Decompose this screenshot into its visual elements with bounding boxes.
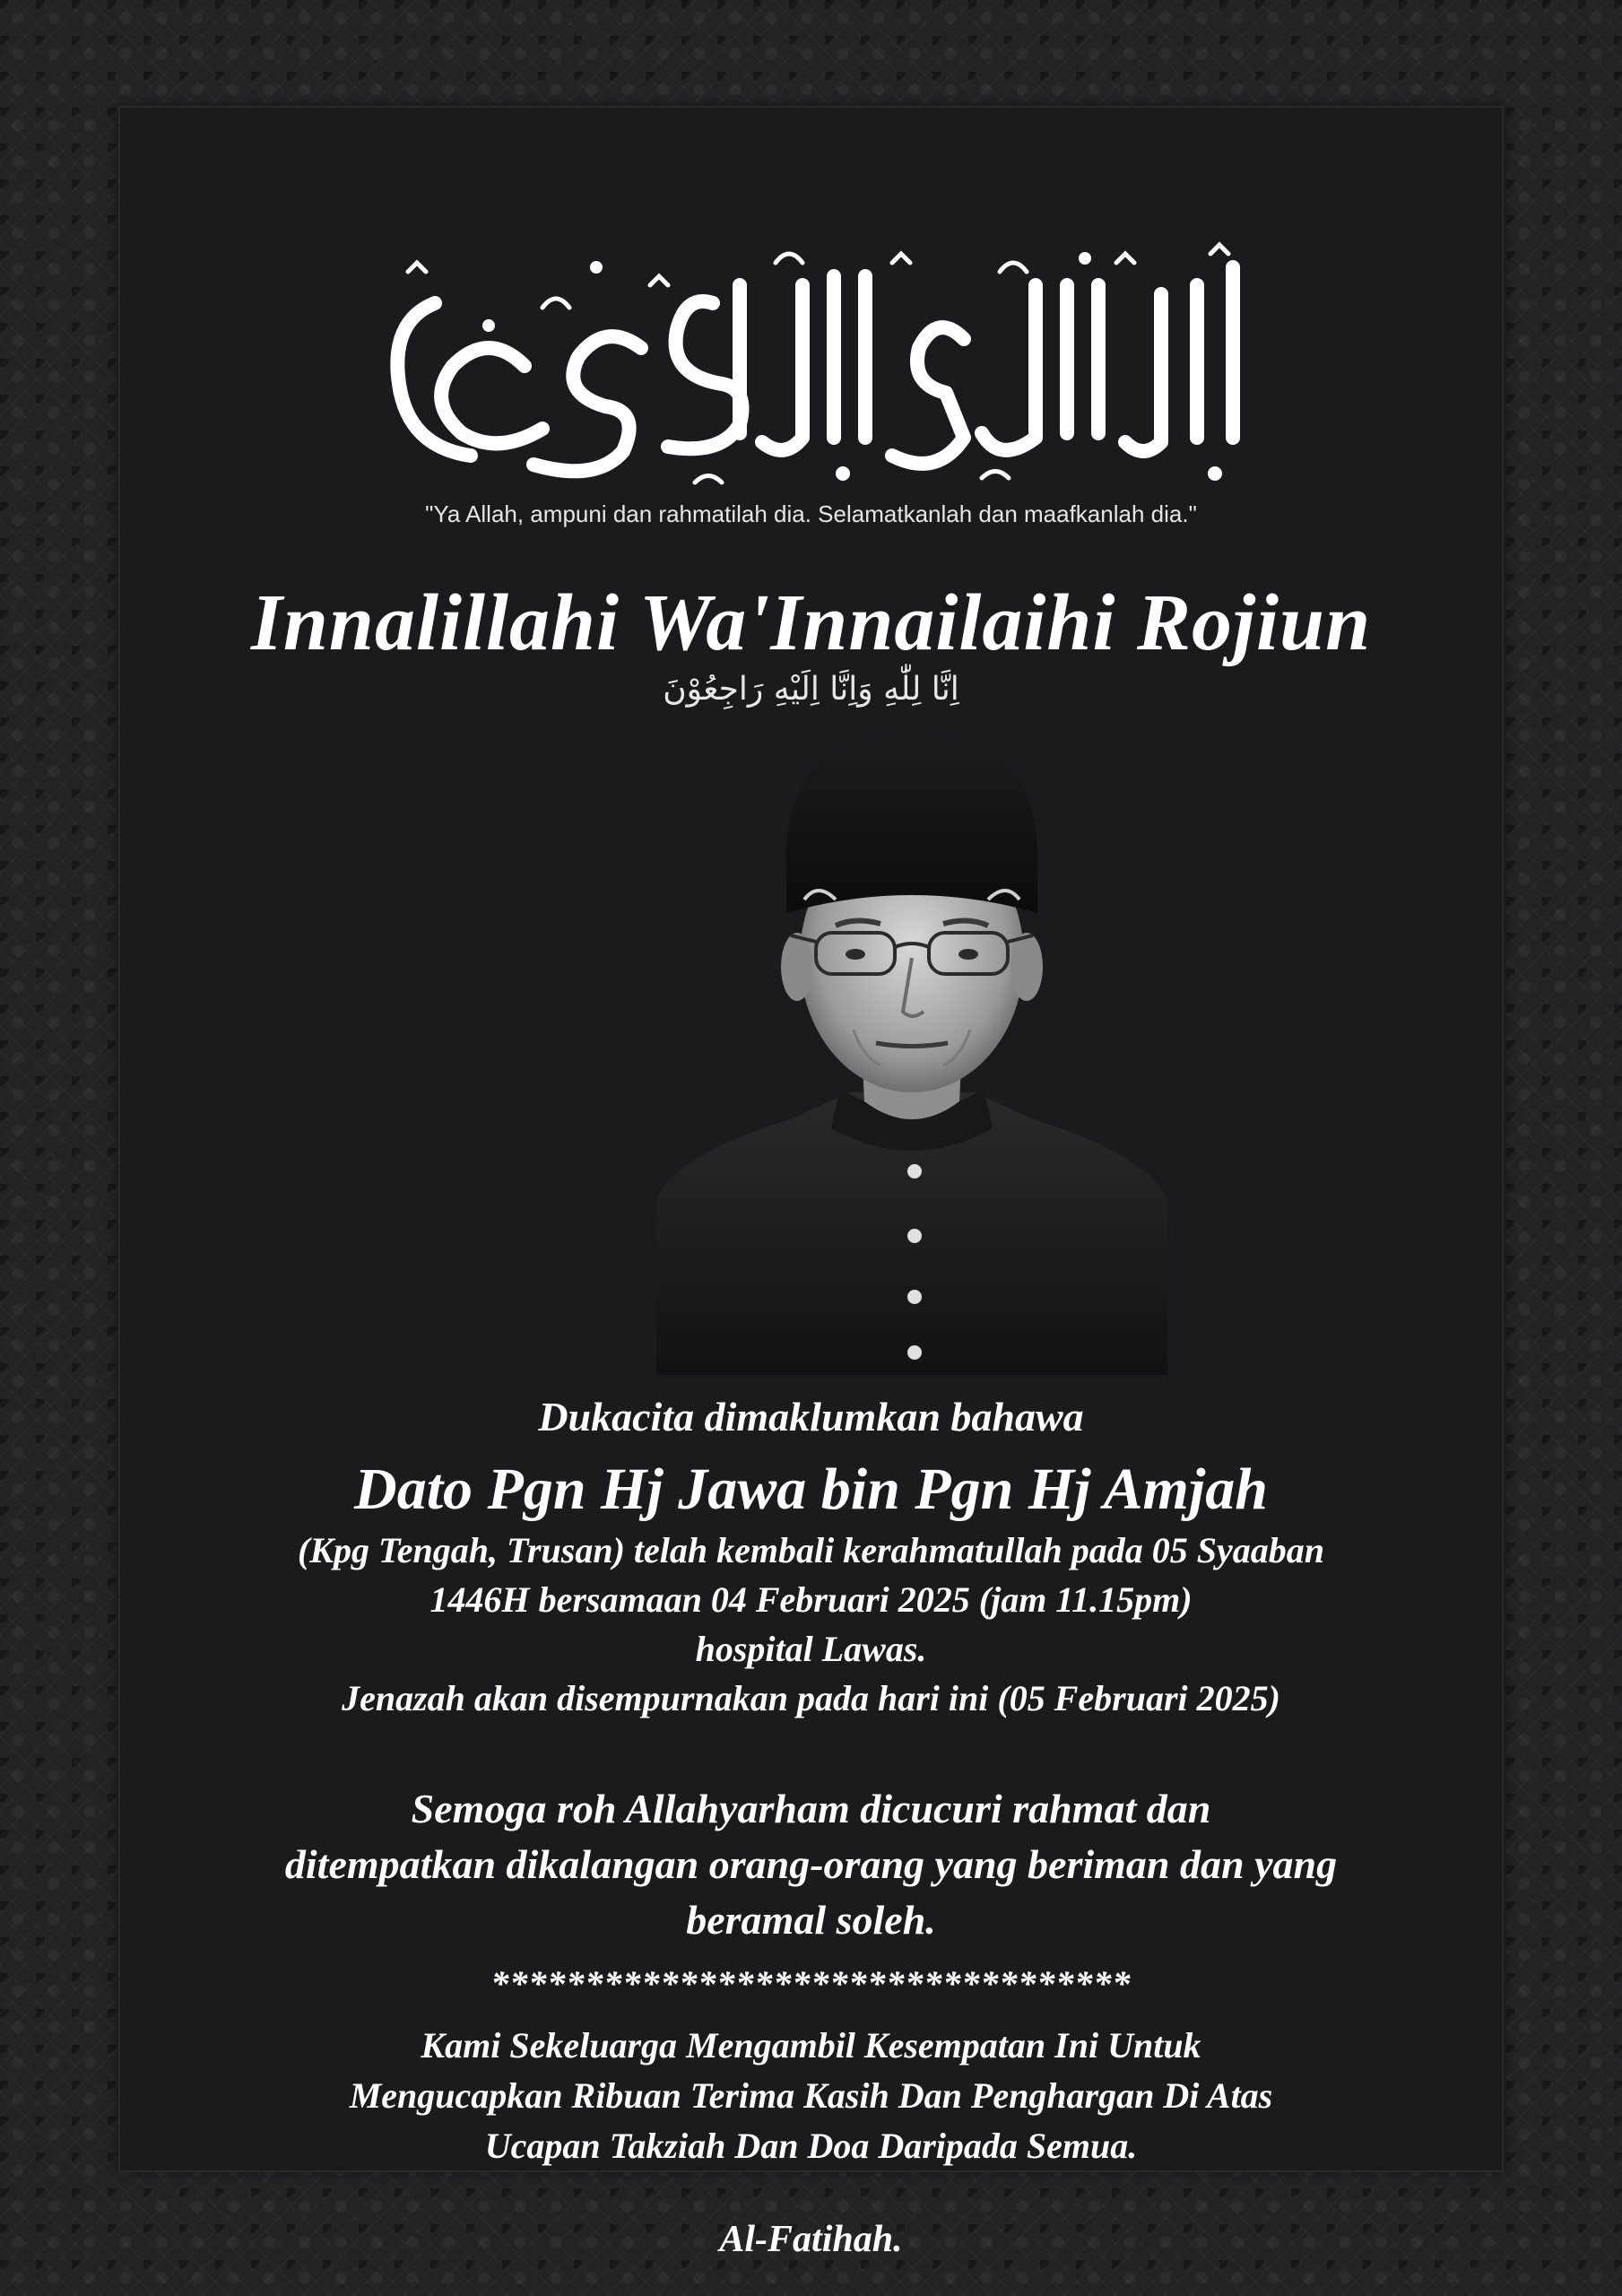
family-thanks [118, 2021, 1504, 2171]
deceased-name: Dato Pgn Hj Jawa bin Pgn Hj Amjah [354, 1457, 1268, 1522]
death-details [118, 1526, 1504, 1723]
prayer-message [118, 1781, 1504, 1948]
prayer-line: beramal soleh. [686, 1897, 936, 1943]
asterisk-divider: ********************************** [490, 1963, 1132, 2004]
details-line: (Kpg Tengah, Trusan) telah kembali kerahmatullah pada 05 Syaaban [298, 1530, 1324, 1570]
thanks-line: Mengucapkan Ribuan Terima Kasih Dan Penghargan Di Atas [349, 2075, 1273, 2116]
arabic-calligraphy [118, 231, 1504, 500]
prayer-line: ditempatkan dikalangan orang-orang yang beriman dan yang [284, 1841, 1338, 1887]
closing-text: Al-Fatihah. [719, 2219, 903, 2260]
thanks-line: Kami Sekeluarga Mengambil Kesempatan Ini Untuk [421, 2025, 1201, 2066]
portrait-photo [656, 734, 1167, 1375]
details-line: 1446H bersamaan 04 Februari 2025 (jam 11.15pm) [429, 1579, 1193, 1620]
deceased-portrait [656, 734, 1167, 1375]
thanks-line: Ucapan Takziah Dan Doa Daripada Semua. [484, 2126, 1138, 2166]
details-line: hospital Lawas. [695, 1629, 927, 1669]
prayer-translation: "Ya Allah, ampuni dan rahmatilah dia. Selamatkanlah dan maafkanlah dia." [425, 500, 1197, 527]
calligraphy-artwork [354, 231, 1269, 500]
arabic-subtitle: اِنَّا لِلّٰهِ وَاِنَّا اِلَيْهِ رَاجِعُوْنَ [663, 671, 959, 708]
announcement-intro: Dukacita dimaklumkan bahawa [538, 1394, 1084, 1439]
details-line: Jenazah akan disempurnakan pada hari ini (05 Februari 2025) [342, 1678, 1280, 1718]
prayer-line: Semoga roh Allahyarham dicucuri rahmat dan [411, 1786, 1211, 1831]
obituary-panel [118, 106, 1504, 2260]
page-title: Innalillahi Wa'Innailaihi Rojiun [250, 578, 1372, 667]
